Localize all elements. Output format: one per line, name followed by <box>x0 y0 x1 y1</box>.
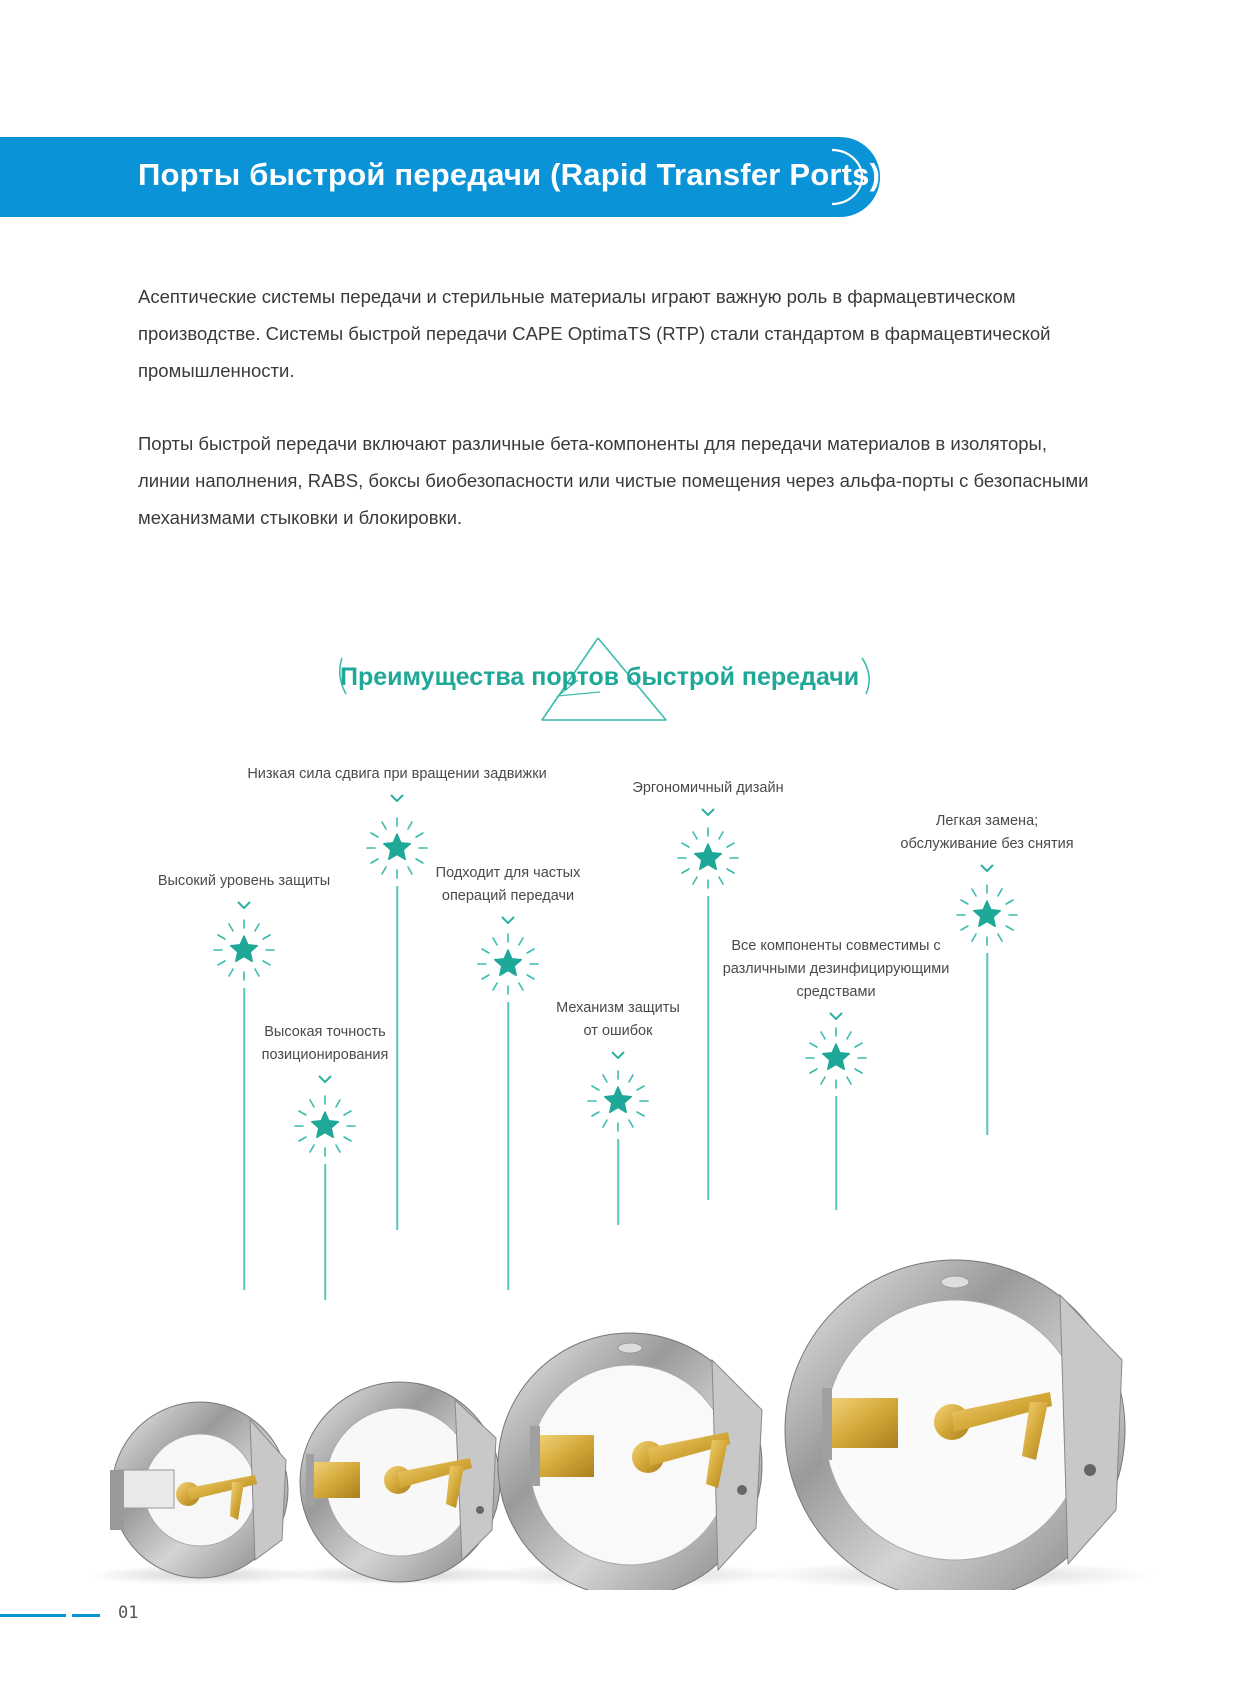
advantage-label-2: Высокая точность позиционирования <box>261 1024 389 1063</box>
advantage-label-6: Эргономичный дизайн <box>632 780 784 796</box>
advantage-label-4: Подходит для частых операций передачи <box>435 865 581 904</box>
chevron-down-icon <box>390 794 404 802</box>
footer-accent-bars <box>0 1614 110 1618</box>
advantage-label-7: Все компоненты совместимы с различными дезинфицирующими средствами <box>722 938 950 1000</box>
advantage-label-1: Высокий уровень защиты <box>157 873 331 889</box>
page-number: 01 <box>118 1603 139 1623</box>
advantage-label-8: Легкая замена; обслуживание без снятия <box>900 813 1074 852</box>
star-icon <box>582 1065 654 1137</box>
port-medium <box>300 1382 500 1582</box>
advantage-label-3: Низкая сила сдвига при вращении задвижки <box>247 766 547 782</box>
chevron-down-icon <box>701 808 715 816</box>
intro-paragraph-2: Порты быстрой передачи включают различные бета-компоненты для передачи материалов в изоляторы, линии наполнения, RABS, боксы биобезопасности или чистые помещения через альфа-порты с безопасными механизмами стыковки и блокировки. <box>138 433 1089 528</box>
chevron-down-icon <box>829 1012 843 1020</box>
chevron-down-icon <box>980 864 994 872</box>
chevron-down-icon <box>501 916 515 924</box>
star-icon <box>361 812 433 884</box>
chevron-down-icon <box>611 1051 625 1059</box>
chevron-down-icon <box>318 1075 332 1083</box>
advantage-label-5: Механизм защиты от ошибок <box>556 1000 680 1039</box>
star-icon <box>208 914 280 986</box>
star-icon <box>472 928 544 1000</box>
advantage-connector-line <box>986 953 988 1135</box>
rapid-transfer-ports-photo <box>0 1170 1240 1590</box>
star-icon <box>951 879 1023 951</box>
star-icon <box>672 822 744 894</box>
chevron-down-icon <box>237 901 251 909</box>
intro-paragraph-1: Асептические системы передачи и стерильные материалы играют важную роль в фармацевтическом производстве. Системы быстрой передачи CAPE OptimaTS (RTP) стали стандартом в фармацевтической промышленности. <box>138 286 1051 381</box>
advantage-connector-line <box>707 896 709 1200</box>
port-extra-large <box>785 1260 1125 1590</box>
port-small <box>110 1402 288 1578</box>
advantages-title: Преимущества портов быстрой передачи <box>340 663 860 691</box>
page-title: Порты быстрой передачи (Rapid Transfer Ports) <box>138 157 881 192</box>
star-icon <box>289 1090 361 1162</box>
port-large <box>498 1333 762 1590</box>
star-icon <box>800 1022 872 1094</box>
